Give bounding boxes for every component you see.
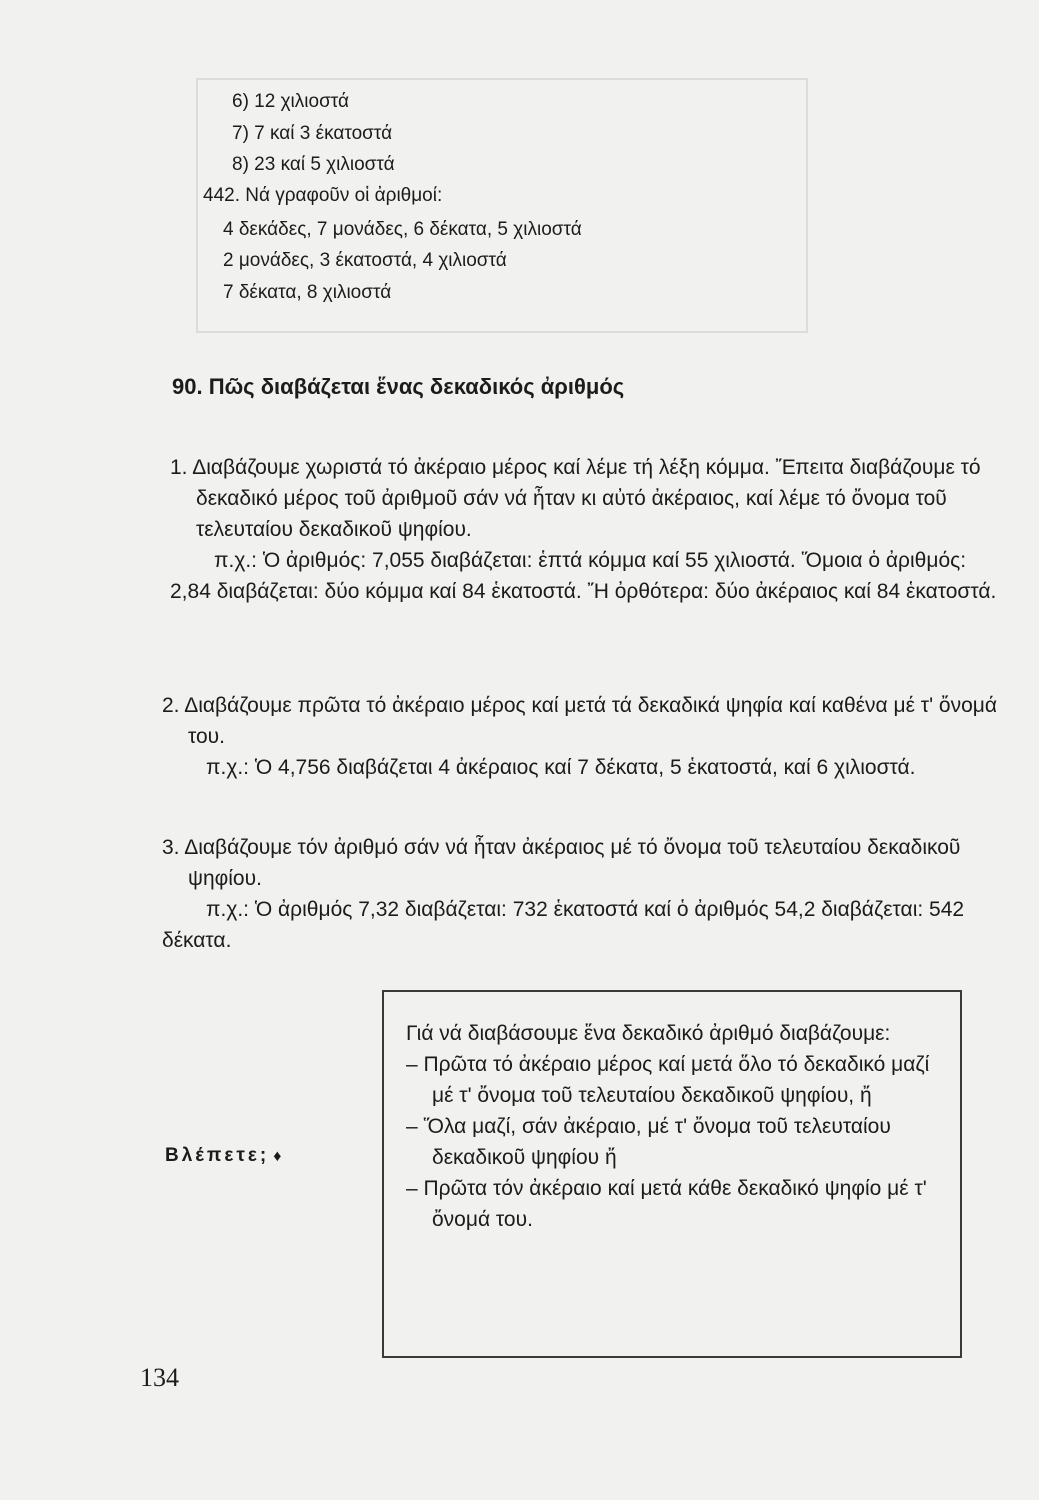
exercise-heading: 442. Νά γραφοῦν οἱ ἀριθμοί:	[203, 185, 443, 206]
summary-bullet: – Πρῶτα τόν ἀκέραιο καί μετά κάθε δεκαδικό ψηφίο μέ τ' ὄνομά του.	[406, 1177, 927, 1231]
section-title: 90. Πῶς διαβάζεται ἕνας δεκαδικός ἀριθμός	[172, 374, 625, 399]
rule-text: 1. Διαβάζουμε χωριστά τό ἀκέραιο μέρος καί λέμε τή λέξη κόμμα. Ἔπειτα διαβάζουμε τό δεκαδικό μέρος τοῦ ἀριθμοῦ σάν νά ἦταν κι αὐτό ἀκέραιος, καί λέμε τό ὄνομα τοῦ τελευταίου δεκαδικοῦ ψηφίου.	[170, 456, 981, 541]
rule-example: π.χ.: Ὁ ἀριθμός 7,32 διαβάζεται: 732 ἑκατοστά καί ὁ ἀριθμός 54,2 διαβάζεται: 542 δέκατα.	[162, 898, 965, 952]
list-item: 7) 7 καί 3 έκατοστά	[232, 123, 393, 144]
list-item: 2 μονάδες, 3 έκατοστά, 4 χιλιοστά	[223, 250, 507, 271]
rule-2	[162, 690, 1000, 783]
rule-text: 2. Διαβάζουμε πρῶτα τό ἀκέραιο μέρος καί μετά τά δεκαδικά ψηφία καί καθένα μέ τ' ὄνομά του.	[162, 694, 998, 748]
list-item: 4 δεκάδες, 7 μονάδες, 6 δέκατα, 5 χιλιοστά	[223, 219, 582, 240]
rule-1	[170, 452, 1000, 607]
page-number: 134	[140, 1363, 179, 1392]
list-item: 6) 12 χιλιοστά	[232, 91, 350, 112]
see-also-label: Βλέπετε;	[165, 1145, 270, 1166]
rule-example: π.χ.: Ὁ ἀριθμός: 7,055 διαβάζεται: ἑπτά κόμμα καί 55 χιλιοστά. Ὅμοια ὁ ἀριθμός: 2,84 διαβάζεται: δύο κόμμα καί 84 ἑκατοστά. Ἤ ὀρθότερα: δύο ἀκέραιος καί 84 ἑκατοστά.	[170, 549, 997, 603]
see-also-note	[165, 1145, 281, 1167]
summary-box	[382, 990, 962, 1358]
rule-3	[162, 832, 1000, 956]
diamond-pointer-icon: ♦	[273, 1148, 282, 1165]
summary-bullet: – Ὅλα μαζί, σάν ἀκέραιο, μέ τ' ὄνομα τοῦ τελευταίου δεκαδικοῦ ψηφίου ἤ	[406, 1115, 891, 1169]
summary-bullet: – Πρῶτα τό ἀκέραιο μέρος καί μετά ὅλο τό δεκαδικό μαζί μέ τ' ὄνομα τοῦ τελευταίου δεκαδικοῦ ψηφίου, ἤ	[406, 1053, 930, 1107]
rule-example: π.χ.: Ὁ 4,756 διαβάζεται 4 ἀκέραιος καί 7 δέκατα, 5 ἑκατοστά, καί 6 χιλιοστά.	[206, 756, 916, 779]
list-item: 7 δέκατα, 8 χιλιοστά	[223, 282, 392, 303]
summary-intro: Γιά νά διαβάσουμε ἕνα δεκαδικό ἀριθμό διαβάζουμε:	[406, 1022, 891, 1045]
rule-text: 3. Διαβάζουμε τόν ἀριθμό σάν νά ἦταν ἀκέραιος μέ τό ὄνομα τοῦ τελευταίου δεκαδικοῦ ψηφίου.	[162, 836, 961, 890]
list-item: 8) 23 καί 5 χιλιοστά	[232, 154, 395, 175]
